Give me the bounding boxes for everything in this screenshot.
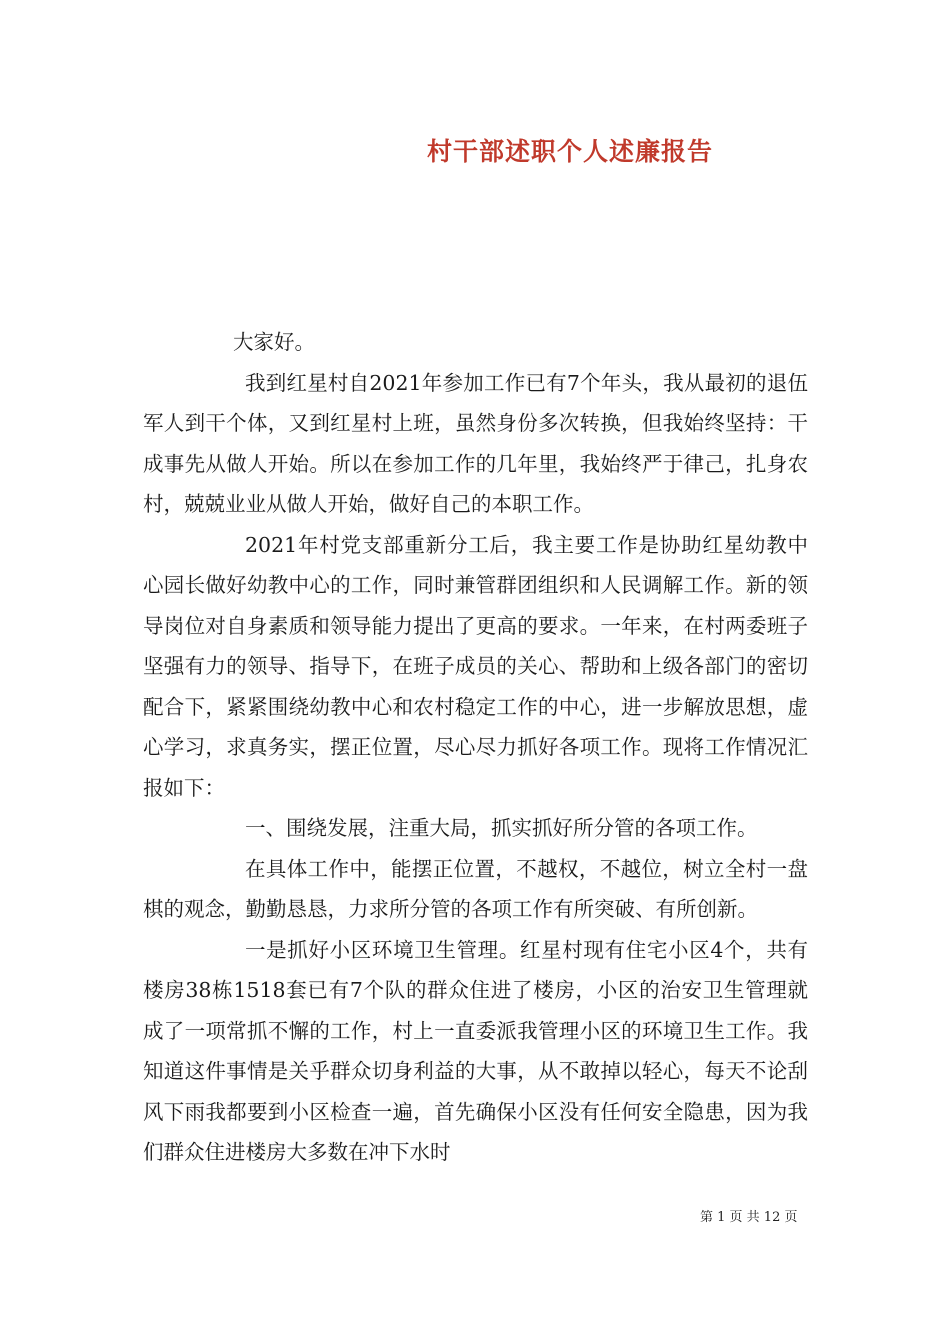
greeting: 大家好。	[233, 330, 315, 354]
document-body	[143, 322, 808, 1173]
section-heading: 一、围绕发展，注重大局，抓实抓好所分管的各项工作。	[245, 816, 758, 840]
paragraph: 一是抓好小区环境卫生管理。红星村现有住宅小区4个，共有楼房38栋1518套已有7个队的群众住进了楼房，小区的治安卫生管理就成了一项常抓不懈的工作，村上一直委派我管理小区的环境卫生工作。我知道这件事情是关乎群众切身利益的大事，从不敢掉以轻心，每天不论刮风下雨我都要到小区检查一遍，首先确保小区没有任何安全隐患，因为我们群众住进楼房大多数在冲下水时	[143, 937, 808, 1164]
page-number: 第 1 页 共 12 页	[700, 1210, 798, 1225]
document-title: 村干部述职个人述廉报告	[426, 137, 713, 166]
paragraph: 2021年村党支部重新分工后，我主要工作是协助红星幼教中心园长做好幼教中心的工作，同时兼管群团组织和人民调解工作。新的领导岗位对自身素质和领导能力提出了更高的要求。一年来，在村两委班子坚强有力的领导、指导下，在班子成员的关心、帮助和上级各部门的密切配合下，紧紧围绕幼教中心和农村稳定工作的中心，进一步解放思想，虚心学习，求真务实，摆正位置，尽心尽力抓好各项工作。现将工作情况汇报如下：	[143, 532, 808, 800]
paragraph: 我到红星村自2021年参加工作已有7个年头，我从最初的退伍军人到干个体，又到红星村上班，虽然身份多次转换，但我始终坚持：干成事先从做人开始。所以在参加工作的几年里，我始终严于律己，扎身农村，兢兢业业从做人开始，做好自己的本职工作。	[143, 370, 808, 516]
paragraph: 在具体工作中，能摆正位置，不越权，不越位，树立全村一盘棋的观念，勤勤恳恳，力求所分管的各项工作有所突破、有所创新。	[143, 856, 808, 921]
